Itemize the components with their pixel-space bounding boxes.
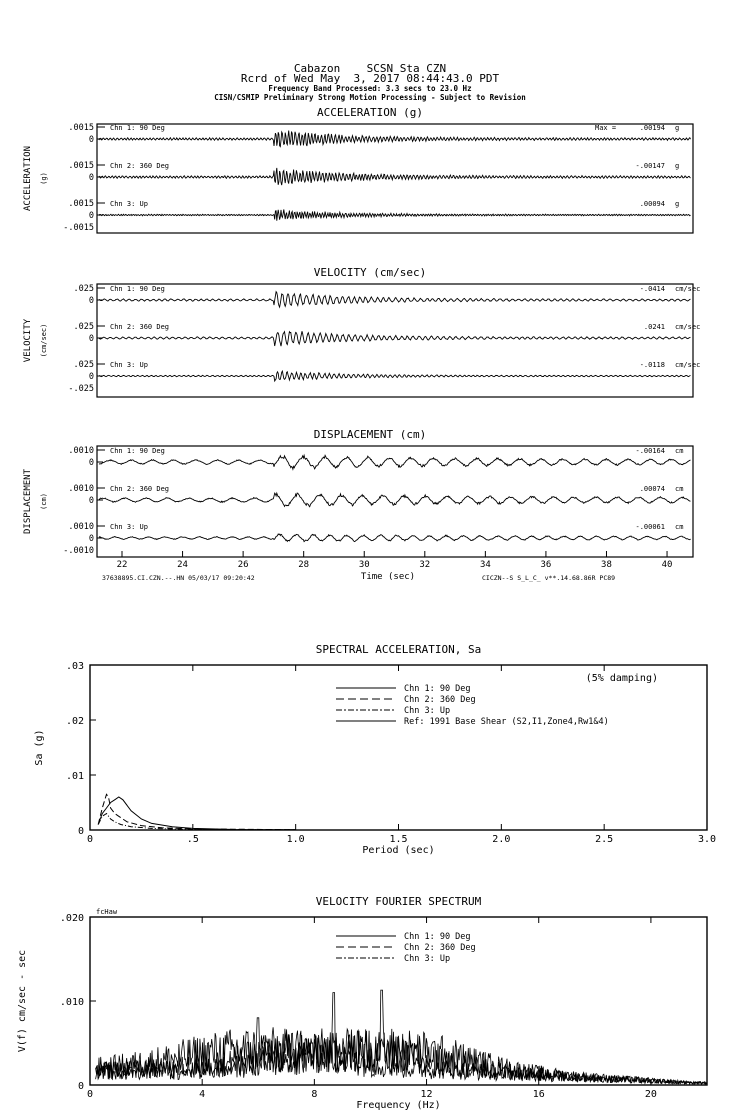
peak-unit: cm/sec — [675, 323, 701, 331]
y-tick-label: .01 — [65, 771, 84, 782]
waveform-trace — [99, 455, 691, 469]
plot-frame — [90, 665, 707, 830]
peak-unit: g — [675, 124, 680, 132]
y-axis-label: Sa (g) — [34, 729, 45, 766]
y-tick-label: .025 — [73, 322, 94, 332]
x-tick-label: 1.5 — [389, 834, 408, 845]
channel-label: Chn 1: 90 Deg — [110, 285, 165, 293]
peak-value: -.0118 — [639, 361, 665, 369]
x-tick-label: 0 — [86, 1089, 94, 1100]
x-tick-label: 40 — [661, 560, 673, 570]
x-tick-label: 0 — [86, 834, 94, 845]
x-tick-label: 24 — [177, 560, 188, 570]
x-tick-label: .5 — [186, 834, 199, 845]
waveform-trace — [99, 168, 691, 185]
y-tick-label: -.025 — [68, 384, 94, 394]
peak-unit: cm — [675, 447, 684, 455]
y-axis-label: DISPLACEMENT — [23, 468, 33, 535]
peak-value: .0241 — [643, 323, 665, 331]
y-axis-label: VELOCITY — [23, 318, 33, 363]
y-axis-label: V(f) cm/sec - sec — [17, 949, 28, 1053]
x-tick-label: 32 — [419, 560, 431, 570]
y-axis-unit: (g) — [40, 172, 48, 185]
x-tick-label: 3.0 — [697, 834, 717, 845]
waveform-trace — [99, 371, 691, 381]
peak-value: -.00061 — [635, 523, 665, 531]
y-tick-label: 0 — [88, 372, 94, 382]
corner-label: fcHaw — [96, 908, 118, 916]
y-tick-label: .0015 — [68, 123, 94, 133]
x-tick-label: 12 — [420, 1089, 433, 1100]
x-tick-label: 2.0 — [492, 834, 511, 845]
peak-value: -.00147 — [635, 162, 665, 170]
x-tick-label: 26 — [237, 560, 249, 570]
y-tick-label: .02 — [65, 716, 84, 727]
station-title: Cabazon SCSN Sta CZN — [293, 62, 447, 75]
y-tick-label: .0010 — [68, 446, 94, 456]
x-tick-label: 22 — [116, 560, 128, 570]
channel-label: Chn 2: 360 Deg — [110, 162, 170, 170]
channel-label: Chn 3: Up — [110, 361, 148, 369]
y-tick-label: .03 — [65, 661, 84, 672]
y-tick-label: 0 — [88, 458, 94, 468]
y-tick-label: .010 — [59, 997, 84, 1008]
y-tick-label: 0 — [88, 173, 94, 183]
peak-unit: cm/sec — [675, 285, 701, 293]
chart-title: VELOCITY FOURIER SPECTRUM — [315, 895, 482, 908]
y-tick-label: 0 — [77, 1081, 84, 1092]
x-axis-label: Period (sec) — [362, 845, 435, 856]
y-axis-unit: (cm/sec) — [40, 323, 48, 358]
y-tick-label: .0010 — [68, 522, 94, 532]
waveform-trace — [99, 292, 691, 307]
peak-unit: cm — [675, 485, 684, 493]
peak-unit: cm/sec — [675, 361, 701, 369]
peak-unit: cm — [675, 523, 684, 531]
y-tick-label: -.0010 — [63, 546, 94, 556]
waveform-trace — [99, 331, 691, 346]
x-tick-label: 20 — [644, 1089, 657, 1100]
band-subtitle: Frequency Band Processed: 3.3 secs to 23.0 Hz — [268, 84, 472, 93]
x-tick-label: 30 — [358, 560, 370, 570]
x-tick-label: 1.0 — [286, 834, 305, 845]
panel-title: DISPLACEMENT (cm) — [313, 428, 427, 441]
peak-value: -.0414 — [639, 285, 665, 293]
y-tick-label: 0 — [88, 211, 94, 221]
x-tick-label: 36 — [540, 560, 552, 570]
processing-subtitle: CISN/CSMIP Preliminary Strong Motion Processing - Subject to Revision — [214, 93, 526, 102]
channel-label: Chn 1: 90 Deg — [110, 447, 165, 455]
waveform-trace — [99, 209, 691, 220]
y-tick-label: .020 — [59, 913, 84, 924]
peak-value: .00074 — [639, 485, 665, 493]
x-tick-label: 8 — [311, 1089, 318, 1100]
y-tick-label: .0015 — [68, 199, 94, 209]
legend-entry: Chn 1: 90 Deg — [404, 932, 471, 942]
peak-value: .00194 — [639, 124, 665, 132]
record-title: Rcrd of Wed May 3, 2017 08:44:43.0 PDT — [240, 72, 500, 85]
peak-unit: g — [675, 162, 680, 170]
x-axis-label: Frequency (Hz) — [356, 1100, 441, 1111]
y-tick-label: .025 — [73, 284, 94, 294]
waveform-trace — [99, 534, 691, 542]
waveform-trace — [99, 493, 691, 507]
x-axis-label: Time (sec) — [360, 572, 416, 582]
channel-label: Chn 3: Up — [110, 200, 148, 208]
peak-value: .00094 — [639, 200, 665, 208]
y-tick-label: 0 — [77, 826, 84, 837]
sa-series-line — [98, 794, 296, 829]
legend-entry: Chn 3: Up — [404, 954, 451, 964]
y-tick-label: -.0015 — [63, 223, 94, 233]
x-tick-label: 28 — [298, 560, 310, 570]
legend-entry: Chn 3: Up — [404, 706, 451, 716]
waveform-trace — [99, 131, 691, 147]
record-id: 37638895.CI.CZN.--.HN 05/03/17 09:20:42 — [102, 574, 255, 582]
y-tick-label: 0 — [88, 334, 94, 344]
peak-unit: g — [675, 200, 680, 208]
y-tick-label: .025 — [73, 360, 94, 370]
panel-title: ACCELERATION (g) — [317, 106, 423, 119]
x-tick-label: 34 — [479, 560, 491, 570]
legend-entry: Chn 2: 360 Deg — [404, 943, 476, 953]
peak-value: -.00164 — [635, 447, 665, 455]
channel-label: Chn 1: 90 Deg — [110, 124, 165, 132]
legend-entry: Ref: 1991 Base Shear (S2,I1,Zone4,Rw1&4) — [404, 717, 609, 727]
y-tick-label: 0 — [88, 135, 94, 145]
chart-title: SPECTRAL ACCELERATION, Sa — [315, 643, 482, 656]
x-tick-label: 16 — [532, 1089, 545, 1100]
channel-label: Chn 3: Up — [110, 523, 148, 531]
channel-label: Chn 2: 360 Deg — [110, 323, 170, 331]
x-tick-label: 38 — [601, 560, 612, 570]
y-tick-label: .0010 — [68, 484, 94, 494]
legend-entry: Chn 2: 360 Deg — [404, 695, 476, 705]
y-axis-unit: (cm) — [40, 493, 48, 510]
legend-entry: Chn 1: 90 Deg — [404, 684, 471, 694]
panel-title: VELOCITY (cm/sec) — [313, 266, 427, 279]
processing-id: CICZN--S S_L_C_ v**.14.68.86R PC89 — [482, 574, 616, 582]
x-tick-label: 4 — [199, 1089, 206, 1100]
max-label: Max = — [595, 124, 617, 132]
sa-series-line — [98, 797, 296, 830]
damping-note: (5% damping) — [585, 673, 658, 684]
y-tick-label: 0 — [88, 534, 94, 544]
y-tick-label: 0 — [88, 296, 94, 306]
y-axis-label: ACCELERATION — [23, 145, 33, 212]
channel-label: Chn 2: 360 Deg — [110, 485, 170, 493]
y-tick-label: 0 — [88, 496, 94, 506]
y-tick-label: .0015 — [68, 161, 94, 171]
x-tick-label: 2.5 — [595, 834, 614, 845]
